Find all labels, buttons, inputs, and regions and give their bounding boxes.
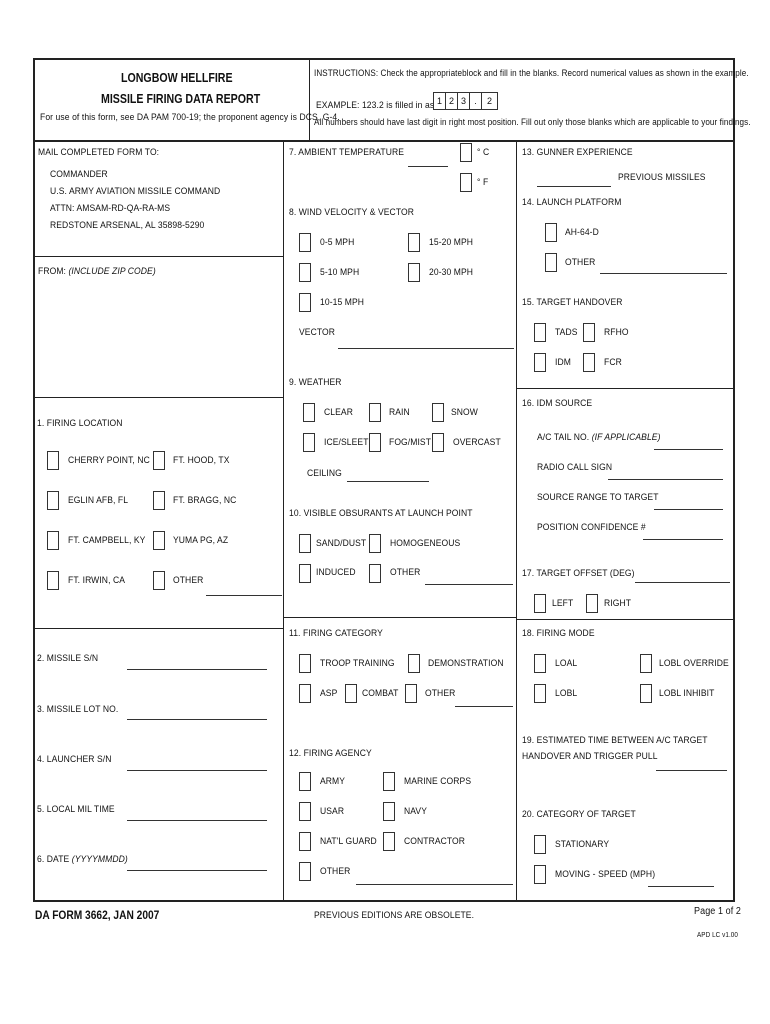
s13-label: 13. GUNNER EXPERIENCE	[522, 147, 633, 158]
from-address-field[interactable]	[38, 280, 278, 392]
checkbox-fcr[interactable]	[583, 353, 595, 372]
from-note: (INCLUDE ZIP CODE)	[68, 266, 156, 277]
opt-label: IDM	[555, 357, 571, 368]
date-field[interactable]	[127, 870, 267, 871]
obscurant-other-field[interactable]	[425, 584, 513, 585]
checkbox-yuma[interactable]	[153, 531, 165, 550]
checkbox-induced[interactable]	[299, 564, 311, 583]
opt-label: STATIONARY	[555, 839, 610, 850]
mail-line: U.S. ARMY AVIATION MISSILE COMMAND	[50, 186, 221, 197]
s1-label: 1. FIRING LOCATION	[37, 418, 123, 429]
checkbox-idm[interactable]	[534, 353, 546, 372]
opt-label: INDUCED	[316, 567, 356, 578]
opt-label: FT. IRWIN, CA	[68, 575, 126, 586]
checkbox-loal[interactable]	[534, 654, 546, 673]
opt-label: OTHER	[565, 257, 596, 268]
opt-label: RIGHT	[604, 598, 632, 609]
example-digit-4: 2	[481, 92, 498, 110]
celsius-label: ° C	[477, 147, 490, 158]
s19-label-line1: 19. ESTIMATED TIME BETWEEN A/C TARGET	[522, 735, 708, 746]
checkbox-marine-corps[interactable]	[383, 772, 395, 791]
fahrenheit-label: ° F	[477, 177, 489, 188]
s16-label: 16. IDM SOURCE	[522, 398, 593, 409]
opt-label: LOBL OVERRIDE	[659, 658, 729, 669]
s3-label: 3. MISSILE LOT NO.	[37, 704, 119, 715]
confidence-label: POSITION CONFIDENCE #	[537, 522, 646, 533]
opt-label: OTHER	[320, 866, 351, 877]
rule-left-2	[33, 397, 283, 398]
checkbox-category-other[interactable]	[405, 684, 417, 703]
opt-label: FOG/MIST	[389, 437, 432, 448]
s14-label: 14. LAUNCH PLATFORM	[522, 197, 622, 208]
tail-label	[537, 432, 661, 443]
opt-label: TROOP TRAINING	[320, 658, 395, 669]
checkbox-snow[interactable]	[432, 403, 444, 422]
previous-missiles-label: PREVIOUS MISSILES	[618, 172, 706, 183]
use-note: For use of this form, see DA PAM 700-19; the proponent agency is DCS, G-4.	[40, 112, 340, 123]
opt-label: ARMY	[320, 776, 346, 787]
agency-other-field[interactable]	[356, 884, 513, 885]
missile-lot-field[interactable]	[127, 719, 267, 720]
moving-speed-field[interactable]	[648, 886, 714, 887]
radio-label: RADIO CALL SIGN	[537, 462, 613, 473]
checkbox-cherry-point[interactable]	[47, 451, 59, 470]
rule-left-3	[33, 628, 283, 629]
opt-label: CLEAR	[324, 407, 353, 418]
example-label: EXAMPLE: 123.2 is filled in as	[316, 100, 435, 111]
checkbox-ft-bragg[interactable]	[153, 491, 165, 510]
rule-left-1	[33, 256, 283, 257]
opt-label: NAVY	[404, 806, 428, 817]
checkbox-left[interactable]	[534, 594, 546, 613]
s19-label-line2: HANDOVER AND TRIGGER PULL	[522, 751, 658, 762]
s8-label: 8. WIND VELOCITY & VECTOR	[289, 207, 414, 218]
checkbox-ft-hood[interactable]	[153, 451, 165, 470]
s15-label: 15. TARGET HANDOVER	[522, 297, 623, 308]
checkbox-moving[interactable]	[534, 865, 546, 884]
checkbox-wind-0-5[interactable]	[299, 233, 311, 252]
opt-label: MARINE CORPS	[404, 776, 472, 787]
from-label-text: FROM:	[38, 266, 66, 277]
opt-label: HOMOGENEOUS	[390, 538, 461, 549]
estimated-time-field[interactable]	[656, 770, 727, 771]
checkbox-fahrenheit[interactable]	[460, 173, 472, 192]
s17-label: 17. TARGET OFFSET (DEG)	[522, 568, 635, 579]
opt-label: MOVING - SPEED (MPH)	[555, 869, 656, 880]
checkbox-stationary[interactable]	[534, 835, 546, 854]
example-digit-2: 2	[445, 92, 458, 110]
mail-line: COMMANDER	[50, 169, 108, 180]
checkbox-agency-other[interactable]	[299, 862, 311, 881]
category-other-field[interactable]	[455, 706, 513, 707]
opt-label: 10-15 MPH	[320, 297, 365, 308]
from-label	[38, 266, 156, 277]
checkbox-ah64d[interactable]	[545, 223, 557, 242]
checkbox-lobl[interactable]	[534, 684, 546, 703]
vector-label: VECTOR	[299, 327, 336, 338]
column-divider-right	[516, 140, 517, 902]
radio-call-sign-field[interactable]	[608, 479, 723, 480]
checkbox-tads[interactable]	[534, 323, 546, 342]
tail-label-text: A/C TAIL NO.	[537, 432, 590, 443]
header-divider	[309, 58, 310, 140]
checkbox-ft-campbell[interactable]	[47, 531, 59, 550]
checkbox-army[interactable]	[299, 772, 311, 791]
opt-label: LOBL	[555, 688, 578, 699]
missile-sn-field[interactable]	[127, 669, 267, 670]
vector-field[interactable]	[338, 348, 514, 349]
opt-label: 15-20 MPH	[429, 237, 474, 248]
opt-label: FT. CAMPBELL, KY	[68, 535, 146, 546]
launcher-sn-field[interactable]	[127, 770, 267, 771]
opt-label: OTHER	[425, 688, 456, 699]
checkbox-combat[interactable]	[345, 684, 357, 703]
opt-label: YUMA PG, AZ	[173, 535, 229, 546]
ceiling-label: CEILING	[307, 468, 342, 479]
checkbox-navy[interactable]	[383, 802, 395, 821]
checkbox-overcast[interactable]	[432, 433, 444, 452]
mail-label: MAIL COMPLETED FORM TO:	[38, 147, 160, 158]
opt-label: TADS	[555, 327, 578, 338]
s18-label: 18. FIRING MODE	[522, 628, 595, 639]
opt-label: EGLIN AFB, FL	[68, 495, 129, 506]
checkbox-rfho[interactable]	[583, 323, 595, 342]
opt-label: AH-64-D	[565, 227, 599, 238]
instructions: INSTRUCTIONS: Check the appropriateblock and fill in the blanks. Record numerical values as shown in the example.	[314, 68, 749, 78]
checkbox-ft-irwin[interactable]	[47, 571, 59, 590]
rule-right-1	[516, 388, 735, 389]
opt-label: SNOW	[451, 407, 478, 418]
example-digit-3: 3	[457, 92, 470, 110]
checkbox-fog-mist[interactable]	[369, 433, 381, 452]
checkbox-wind-15-20[interactable]	[408, 233, 420, 252]
s12-label: 12. FIRING AGENCY	[289, 748, 372, 759]
platform-other-field[interactable]	[600, 273, 727, 274]
checkbox-obscurant-other[interactable]	[369, 564, 381, 583]
position-confidence-field[interactable]	[643, 539, 723, 540]
checkbox-rain[interactable]	[369, 403, 381, 422]
checkbox-lobl-inhibit[interactable]	[640, 684, 652, 703]
range-label: SOURCE RANGE TO TARGET	[537, 492, 659, 503]
example-digit-dot: .	[469, 92, 482, 110]
opt-label: COMBAT	[362, 688, 399, 699]
checkbox-wind-5-10[interactable]	[299, 263, 311, 282]
opt-label: CHERRY POINT, NC	[68, 455, 150, 466]
mail-line: ATTN: AMSAM-RD-QA-RA-MS	[50, 203, 171, 214]
checkbox-troop-training[interactable]	[299, 654, 311, 673]
s9-label: 9. WEATHER	[289, 377, 342, 388]
opt-label: RFHO	[604, 327, 629, 338]
target-offset-field[interactable]	[635, 582, 730, 583]
checkbox-natl-guard[interactable]	[299, 832, 311, 851]
s4-label: 4. LAUNCHER S/N	[37, 754, 112, 765]
checkbox-asp[interactable]	[299, 684, 311, 703]
mail-line: REDSTONE ARSENAL, AL 35898-5290	[50, 220, 205, 231]
checkbox-contractor[interactable]	[383, 832, 395, 851]
checkbox-ice-sleet[interactable]	[303, 433, 315, 452]
tail-note: (IF APPLICABLE)	[591, 432, 661, 443]
checkbox-homogeneous[interactable]	[369, 534, 381, 553]
checkbox-sand-dust[interactable]	[299, 534, 311, 553]
ceiling-field[interactable]	[347, 481, 429, 482]
temperature-field[interactable]	[408, 166, 448, 167]
numbers-note: All numbers should have last digit in right most position. Fill out only those blanks which are applicable to your findings.	[314, 117, 751, 127]
checkbox-right[interactable]	[586, 594, 598, 613]
s2-label: 2. MISSILE S/N	[37, 653, 99, 664]
opt-label: RAIN	[389, 407, 410, 418]
checkbox-demonstration[interactable]	[408, 654, 420, 673]
source-range-field[interactable]	[654, 509, 723, 510]
opt-label: ASP	[320, 688, 338, 699]
opt-label: OTHER	[390, 567, 421, 578]
checkbox-platform-other[interactable]	[545, 253, 557, 272]
obsolete-note: PREVIOUS EDITIONS ARE OBSOLETE.	[314, 910, 475, 921]
checkbox-wind-20-30[interactable]	[408, 263, 420, 282]
checkbox-usar[interactable]	[299, 802, 311, 821]
s11-label: 11. FIRING CATEGORY	[289, 628, 383, 639]
opt-label: CONTRACTOR	[404, 836, 466, 847]
opt-label: LOBL INHIBIT	[659, 688, 715, 699]
opt-label: LEFT	[552, 598, 574, 609]
tail-no-field[interactable]	[654, 449, 723, 450]
s6-label	[37, 854, 128, 865]
example-digit-1: 1	[433, 92, 446, 110]
opt-label: ICE/SLEET	[324, 437, 369, 448]
opt-label: FCR	[604, 357, 622, 368]
s10-label: 10. VISIBLE OBSURANTS AT LAUNCH POINT	[289, 508, 473, 519]
opt-label: NAT'L GUARD	[320, 836, 377, 847]
opt-label: 0-5 MPH	[320, 237, 355, 248]
gunner-experience-field[interactable]	[537, 186, 611, 187]
s6-label-text: 6. DATE	[37, 854, 70, 865]
apd-version: APD LC v1.00	[697, 932, 739, 939]
checkbox-clear[interactable]	[303, 403, 315, 422]
form-number: DA FORM 3662, JAN 2007	[35, 908, 160, 922]
page-number: Page 1 of 2	[694, 906, 742, 917]
opt-label: LOAL	[555, 658, 578, 669]
local-mil-time-field[interactable]	[127, 820, 267, 821]
opt-label: SAND/DUST	[316, 538, 367, 549]
opt-label: FT. BRAGG, NC	[173, 495, 237, 506]
checkbox-celsius[interactable]	[460, 143, 472, 162]
opt-label: 5-10 MPH	[320, 267, 360, 278]
s20-label: 20. CATEGORY OF TARGET	[522, 809, 636, 820]
opt-label: FT. HOOD, TX	[173, 455, 230, 466]
opt-label: OVERCAST	[453, 437, 501, 448]
opt-label: 20-30 MPH	[429, 267, 474, 278]
checkbox-eglin[interactable]	[47, 491, 59, 510]
s5-label: 5. LOCAL MIL TIME	[37, 804, 115, 815]
opt-label: OTHER	[173, 575, 204, 586]
checkbox-lobl-override[interactable]	[640, 654, 652, 673]
column-divider-left	[283, 140, 284, 902]
opt-label: USAR	[320, 806, 345, 817]
form-title: LONGBOW HELLFIRE	[121, 71, 233, 85]
header-bottom-rule	[33, 140, 735, 142]
location-other-field[interactable]	[206, 595, 282, 596]
opt-label: DEMONSTRATION	[428, 658, 504, 669]
checkbox-location-other[interactable]	[153, 571, 165, 590]
checkbox-wind-10-15[interactable]	[299, 293, 311, 312]
s7-label: 7. AMBIENT TEMPERATURE	[289, 147, 405, 158]
rule-mid-1	[283, 617, 516, 618]
form-subtitle: MISSILE FIRING DATA REPORT	[101, 92, 261, 106]
rule-right-2	[516, 619, 735, 620]
s6-note: (YYYYMMDD)	[71, 854, 128, 865]
